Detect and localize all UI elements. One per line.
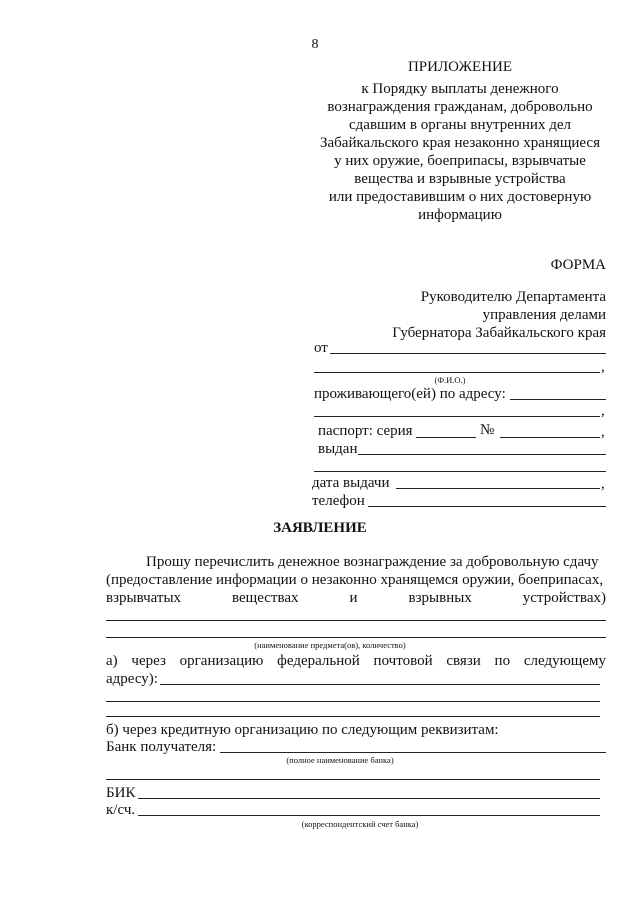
phone-label: телефон [312,493,365,509]
appendix-line: к Порядку выплаты денежного [361,81,559,97]
comma: , [601,476,605,492]
appendix-line: или предоставившим о них достоверную [328,189,592,205]
statement-para-line-3 [106,589,606,607]
option-a-address-label: адресу): [106,671,158,687]
appendix-line: вещества и взрывные устройства [354,171,566,187]
number-sign: № [480,422,495,438]
appendix-line: Забайкальского края незаконно хранящиеся [319,135,600,151]
page-number: 8 [311,37,319,52]
items-field[interactable] [106,620,606,621]
appendix-line: сдавшим в органы внутренних дел [349,117,571,133]
option-a-line [106,652,606,670]
ks-hint: (корреспондентский счет банка) [301,819,419,829]
bank-label: Банк получателя: [106,739,217,755]
comma: , [601,424,605,440]
justified-word: а) [106,653,118,669]
address-field-2[interactable] [314,416,600,417]
form-label: ФОРМА [550,257,606,273]
justified-word: почтовой [373,653,433,669]
items-hint: (наименование предмета(ов), количество) [254,640,406,650]
postal-address-field-2[interactable] [106,701,600,702]
justified-word: устройствах) [522,590,606,606]
justified-word: взрывчатых [106,590,182,606]
justified-word: связи [446,653,481,669]
comma: , [601,359,605,375]
addressee-line-1: Руководителю Департамента [420,289,606,305]
postal-address-field-3[interactable] [106,716,600,717]
justified-word: через [131,653,166,669]
postal-address-field[interactable] [160,684,600,685]
bank-hint: (полное наименование банка) [286,755,394,765]
justified-word: федеральной [277,653,360,669]
addressee-line-2: управления делами [482,307,606,323]
addressee-line-3: Губернатора Забайкальского края [392,325,606,341]
justified-word: и [349,590,358,606]
appendix-title: ПРИЛОЖЕНИЕ [407,59,513,75]
issue-date-label: дата выдачи [312,475,390,491]
ks-label: к/сч. [106,802,136,818]
passport-series-field[interactable] [416,437,476,438]
comma: , [601,403,605,419]
address-field[interactable] [510,399,606,400]
fio-hint: (Ф.И.О.) [434,375,466,385]
appendix-line: информацию [418,207,502,223]
statement-para-line-1: Прошу перечислить денежное вознаграждение за добровольную сдачу [146,554,599,570]
issue-date-field[interactable] [396,488,600,489]
option-b-line: б) через кредитную организацию по следующим реквизитам: [106,722,499,738]
issued-label: выдан [318,441,358,457]
bank-name-field-2[interactable] [106,779,600,780]
issued-field[interactable] [358,454,606,455]
appendix-line: у них оружие, боеприпасы, взрывчатые [334,153,586,169]
phone-field[interactable] [368,506,606,507]
from-label: от [314,340,328,356]
justified-word: организацию [179,653,264,669]
justified-word: веществах [232,590,299,606]
items-field-2[interactable] [106,637,606,638]
justified-word: следующему [523,653,606,669]
bik-field[interactable] [138,798,600,799]
address-label: проживающего(ей) по адресу: [314,386,506,402]
issued-field-2[interactable] [314,471,606,472]
statement-title: ЗАЯВЛЕНИЕ [273,520,367,536]
appendix-block [300,59,620,224]
passport-series-label: паспорт: серия [318,423,413,439]
bank-name-field[interactable] [220,752,606,753]
justified-word: по [494,653,511,669]
bik-label: БИК [106,785,136,801]
ks-field[interactable] [138,815,600,816]
justified-word: взрывных [408,590,472,606]
statement-para-line-2: (предоставление информации о незаконно хранящемся оружии, боеприпасах, [106,572,604,588]
from-field[interactable] [330,353,606,354]
appendix-line: вознаграждения гражданам, добровольно [327,99,593,115]
passport-number-field[interactable] [500,437,600,438]
fio-field[interactable] [314,372,600,373]
